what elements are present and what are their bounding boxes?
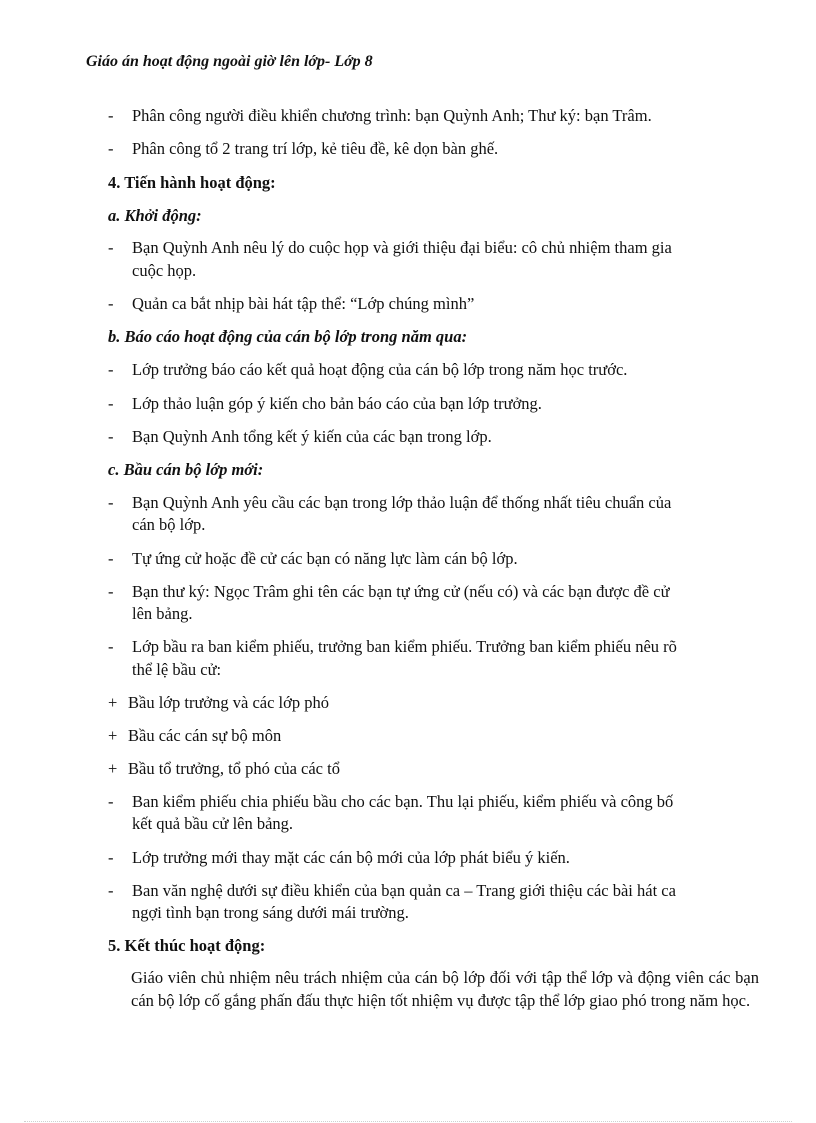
item-text: Lớp thảo luận góp ý kiến cho bản báo cáo của bạn lớp trưởng. (132, 394, 542, 413)
item-text: Bạn thư ký: Ngọc Trâm ghi tên các bạn tự ứng cử (nếu có) và các bạn được đề cử (132, 582, 670, 601)
item-text: ngợi tình bạn trong sáng dưới mái trường. (132, 903, 409, 922)
plus-bullet: + (108, 759, 118, 778)
dash-bullet: - (108, 294, 114, 313)
item-text: Bạn Quỳnh Anh nêu lý do cuộc họp và giới thiệu đại biểu: cô chủ nhiệm tham gia (132, 238, 672, 257)
item-text: kết quả bầu cử lên bảng. (132, 814, 294, 833)
item-text: Bầu lớp trưởng và các lớp phó (128, 693, 329, 712)
item-text: Lớp trưởng báo cáo kết quả hoạt động của cán bộ lớp trong năm học trước. (132, 360, 628, 379)
dash-bullet: - (108, 848, 114, 867)
item-text: Bạn Quỳnh Anh tổng kết ý kiến của các bạn trong lớp. (132, 427, 492, 446)
dash-bullet: - (108, 238, 114, 257)
closing-paragraph: Giáo viên chủ nhiệm nêu trách nhiệm của cán bộ lớp đối với tập thể lớp và động viên các bạn cán bộ lớp cố gắng phấn đấu thực hiện tốt nhiệm vụ được tập thể lớp giao phó trong năm học. (131, 968, 759, 1010)
dash-bullet: - (108, 360, 114, 379)
item-text: Bạn Quỳnh Anh yêu cầu các bạn trong lớp thảo luận để thống nhất tiêu chuẩn của (132, 493, 672, 512)
item-text: Quản ca bắt nhịp bài hát tập thể: “Lớp chúng mình” (132, 294, 475, 313)
item-text: Phân công người điều khiển chương trình: bạn Quỳnh Anh; Thư ký: bạn Trâm. (132, 106, 652, 125)
dash-bullet: - (108, 637, 114, 656)
item-text: Tự ứng cử hoặc đề cử các bạn có năng lực làm cán bộ lớp. (132, 549, 518, 568)
item-text: thể lệ bầu cử: (132, 660, 222, 679)
dash-bullet: - (108, 394, 114, 413)
item-text: cuộc họp. (132, 261, 197, 280)
dash-bullet: - (108, 792, 114, 811)
dash-bullet: - (108, 881, 114, 900)
item-text: lên bảng. (132, 604, 193, 623)
dash-bullet: - (108, 106, 114, 125)
item-text: Ban kiểm phiếu chia phiếu bầu cho các bạn. Thu lại phiếu, kiểm phiếu và công bố (132, 792, 674, 811)
item-text: Bầu các cán sự bộ môn (128, 726, 282, 745)
page-header: Giáo án hoạt động ngoài giờ lên lớp- Lớp 8 (86, 53, 373, 70)
dash-bullet: - (108, 493, 114, 512)
item-text: Bầu tổ trưởng, tổ phó của các tổ (128, 759, 340, 778)
dash-bullet: - (108, 549, 114, 568)
dash-bullet: - (108, 139, 114, 158)
plus-bullet: + (108, 693, 118, 712)
page-bottom-rule (24, 1121, 792, 1122)
item-text: cán bộ lớp. (132, 515, 206, 534)
dash-bullet: - (108, 427, 114, 446)
plus-bullet: + (108, 726, 118, 745)
item-text: Lớp trưởng mới thay mặt các cán bộ mới của lớp phát biểu ý kiến. (132, 848, 570, 867)
dash-bullet: - (108, 582, 114, 601)
item-text: Phân công tổ 2 trang trí lớp, kẻ tiêu đề, kê dọn bàn ghế. (132, 139, 499, 158)
item-text: Lớp bầu ra ban kiểm phiếu, trưởng ban kiểm phiếu. Trưởng ban kiểm phiếu nêu rõ (132, 637, 677, 656)
item-text: Ban văn nghệ dưới sự điều khiển của bạn quản ca – Trang giới thiệu các bài hát ca (132, 881, 676, 900)
